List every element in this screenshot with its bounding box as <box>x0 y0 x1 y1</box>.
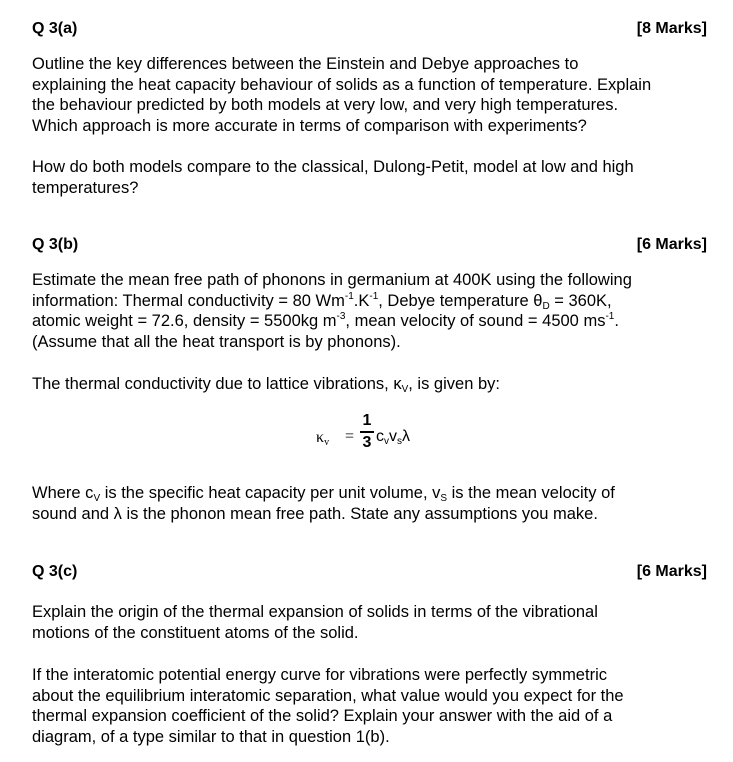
text-line: diagram, of a type similar to that in question 1(b). <box>32 727 390 746</box>
text-line: temperatures? <box>32 178 139 197</box>
text-line: Estimate the mean free path of phonons in germanium at 400K using the following <box>32 271 632 289</box>
text-line: atomic weight = 72.6, density = 5500kg $m^{-3}$, mean velocity of sound = 4500 $ms^{-1}$. <box>32 311 619 330</box>
q3b-paragraph-3 <box>32 483 712 524</box>
q3a-paragraph-2 <box>32 157 712 198</box>
q3b-paragraph-2 <box>32 374 712 395</box>
text-line: sound and λ is the phonon mean free path. State any assumptions you make. <box>32 504 598 523</box>
q3a-header <box>32 20 707 44</box>
fraction-denominator: 3 <box>362 433 372 451</box>
text-line: information: Thermal conductivity = 80 $Wm^{-1}.K^{-1}$, Debye temperature $\theta_D = 360K$, <box>32 290 612 312</box>
thermal-conductivity-formula <box>316 412 436 462</box>
fraction-bar <box>360 431 374 433</box>
text-line: (Assume that all the heat transport is by phonons). <box>32 332 401 351</box>
text-line: thermal expansion coefficient of the solid? Explain your answer with the aid of a <box>32 707 613 725</box>
text-line: the behaviour predicted by both models at very low, and very high temperatures. <box>32 96 619 114</box>
q3c-header <box>32 563 707 587</box>
q3c-label: Q 3(c) <box>32 563 78 580</box>
text-line: about the equilibrium interatomic separation, what value would you expect for the <box>32 686 624 705</box>
formula-equals: = <box>345 428 355 445</box>
text-line: explaining the heat capacity behaviour of solids as a function of temperature. Explain <box>32 75 652 94</box>
q3b-header <box>32 236 707 260</box>
formula-fraction <box>360 412 374 452</box>
text-line: Which approach is more accurate in terms of comparison with experiments? <box>32 116 587 135</box>
text-line: The thermal conductivity due to lattice vibrations, $\kappa_V$, is given by: <box>32 375 500 395</box>
formula-rhs: $c_vv_s\lambda$ <box>376 428 410 447</box>
formula-lhs: $\kappa_v$ <box>316 429 330 448</box>
q3b-marks: [6 Marks] <box>636 236 707 253</box>
text-line: Outline the key differences between the Einstein and Debye approaches to <box>32 55 579 73</box>
fraction-numerator: 1 <box>362 412 372 429</box>
q3a-marks: [8 Marks] <box>636 20 707 37</box>
q3c-paragraph-2 <box>32 665 712 747</box>
q3a-paragraph-1 <box>32 54 712 136</box>
text-line: If the interatomic potential energy curve for vibrations were perfectly symmetric <box>32 666 607 684</box>
text-line: Explain the origin of the thermal expansion of solids in terms of the vibrational <box>32 603 598 621</box>
text-line: motions of the constituent atoms of the solid. <box>32 623 359 642</box>
q3b-paragraph-1 <box>32 270 712 352</box>
text-line: Where $c_V$ is the specific heat capacity per unit volume, $v_S$ is the mean velocity of <box>32 484 615 504</box>
text-line: How do both models compare to the classical, Dulong-Petit, model at low and high <box>32 158 634 176</box>
q3c-paragraph-1 <box>32 602 712 643</box>
q3c-marks: [6 Marks] <box>636 563 707 580</box>
q3a-label: Q 3(a) <box>32 20 78 37</box>
q3b-label: Q 3(b) <box>32 236 79 253</box>
